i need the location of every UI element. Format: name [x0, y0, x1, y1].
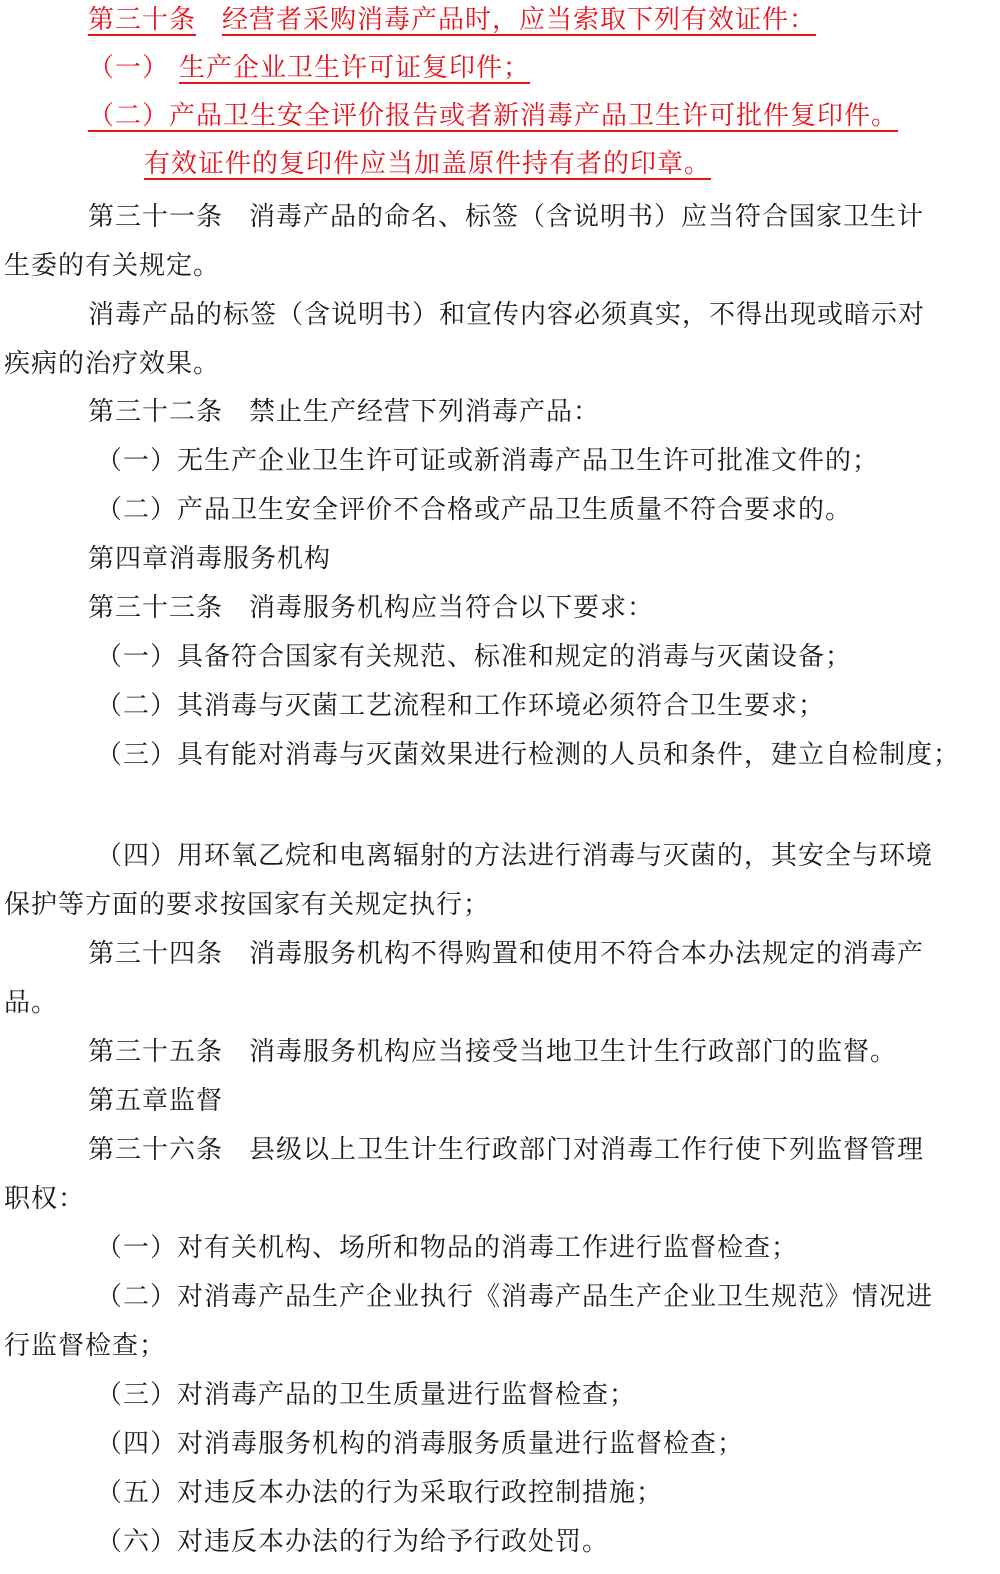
chapter-4-heading: 第四章消毒服务机构 [88, 544, 332, 574]
article-31-para-2-line-1: 消毒产品的标签（含说明书）和宣传内容必须真实，不得出现或暗示对 [88, 300, 926, 330]
article-36-item-1: （一）对有关机构、场所和物品的消毒工作进行监督检查； [96, 1233, 799, 1263]
article-31-title: 第三十一条 [88, 202, 224, 232]
article-30-item-1-text: 生产企业卫生许可证复印件； [179, 53, 531, 83]
article-30-item-2: （二）产品卫生安全评价报告或者新消毒产品卫生许可批件复印件。 [88, 101, 899, 131]
article-32-item-2: （二）产品卫生安全评价不合格或产品卫生质量不符合要求的。 [96, 495, 853, 525]
article-30-item-1-label: （一） [88, 53, 170, 83]
article-30-note: 有效证件的复印件应当加盖原件持有者的印章。 [144, 149, 712, 179]
article-35-title: 第三十五条 [88, 1037, 224, 1067]
article-33-item-2: （二）其消毒与灭菌工艺流程和工作环境必须符合卫生要求； [96, 691, 826, 721]
article-36-line-2: 职权： [4, 1184, 86, 1214]
article-36-item-6: （六）对违反本办法的行为给予行政处罚。 [96, 1527, 610, 1557]
chapter-5-heading: 第五章监督 [88, 1086, 224, 1116]
article-30-item-1 [88, 52, 530, 84]
article-33-item-4-line-1: （四）用环氧乙烷和电离辐射的方法进行消毒与灭菌的，其安全与环境 [96, 841, 934, 871]
article-36-item-5: （五）对违反本办法的行为采取行政控制措施； [96, 1478, 664, 1508]
article-33-item-3: （三）具有能对消毒与灭菌效果进行检测的人员和条件，建立自检制度； [96, 740, 961, 770]
article-34-title: 第三十四条 [88, 939, 224, 969]
article-33-item-4-line-2: 保护等方面的要求按国家有关规定执行； [4, 890, 491, 920]
article-31-para-2-line-2: 疾病的治疗效果。 [4, 349, 221, 379]
article-30-title: 第三十条 [88, 5, 197, 35]
article-31-line-2: 生委的有关规定。 [4, 251, 221, 281]
article-32-item-1: （一）无生产企业卫生许可证或新消毒产品卫生许可批准文件的； [96, 446, 880, 476]
article-33-heading: 第三十三条 消毒服务机构应当符合以下要求： [88, 593, 655, 623]
article-34-line-1: 第三十四条 消毒服务机构不得购置和使用不符合本办法规定的消毒产 [88, 939, 925, 969]
article-34-line-2: 品。 [4, 988, 59, 1018]
article-36-item-3: （三）对消毒产品的卫生质量进行监督检查； [96, 1380, 637, 1410]
article-30-text: 经营者采购消毒产品时，应当索取下列有效证件： [222, 5, 817, 35]
article-32-heading: 第三十二条 禁止生产经营下列消毒产品： [88, 397, 601, 427]
article-33-item-1: （一）具备符合国家有关规范、标准和规定的消毒与灭菌设备； [96, 642, 853, 672]
article-32-title: 第三十二条 [88, 397, 224, 427]
article-36-title: 第三十六条 [88, 1135, 224, 1165]
article-36-item-4: （四）对消毒服务机构的消毒服务质量进行监督检查； [96, 1429, 745, 1459]
article-33-title: 第三十三条 [88, 593, 224, 623]
article-35: 第三十五条 消毒服务机构应当接受当地卫生计生行政部门的监督。 [88, 1037, 898, 1067]
article-30-heading [88, 4, 816, 36]
article-31-line-1: 第三十一条 消毒产品的命名、标签（含说明书）应当符合国家卫生计 [88, 202, 925, 232]
article-36-line-1: 第三十六条 县级以上卫生计生行政部门对消毒工作行使下列监督管理 [88, 1135, 925, 1165]
article-36-item-2-line-1: （二）对消毒产品生产企业执行《消毒产品生产企业卫生规范》情况进 [96, 1282, 934, 1312]
article-36-item-2-line-2: 行监督检查； [4, 1331, 167, 1361]
